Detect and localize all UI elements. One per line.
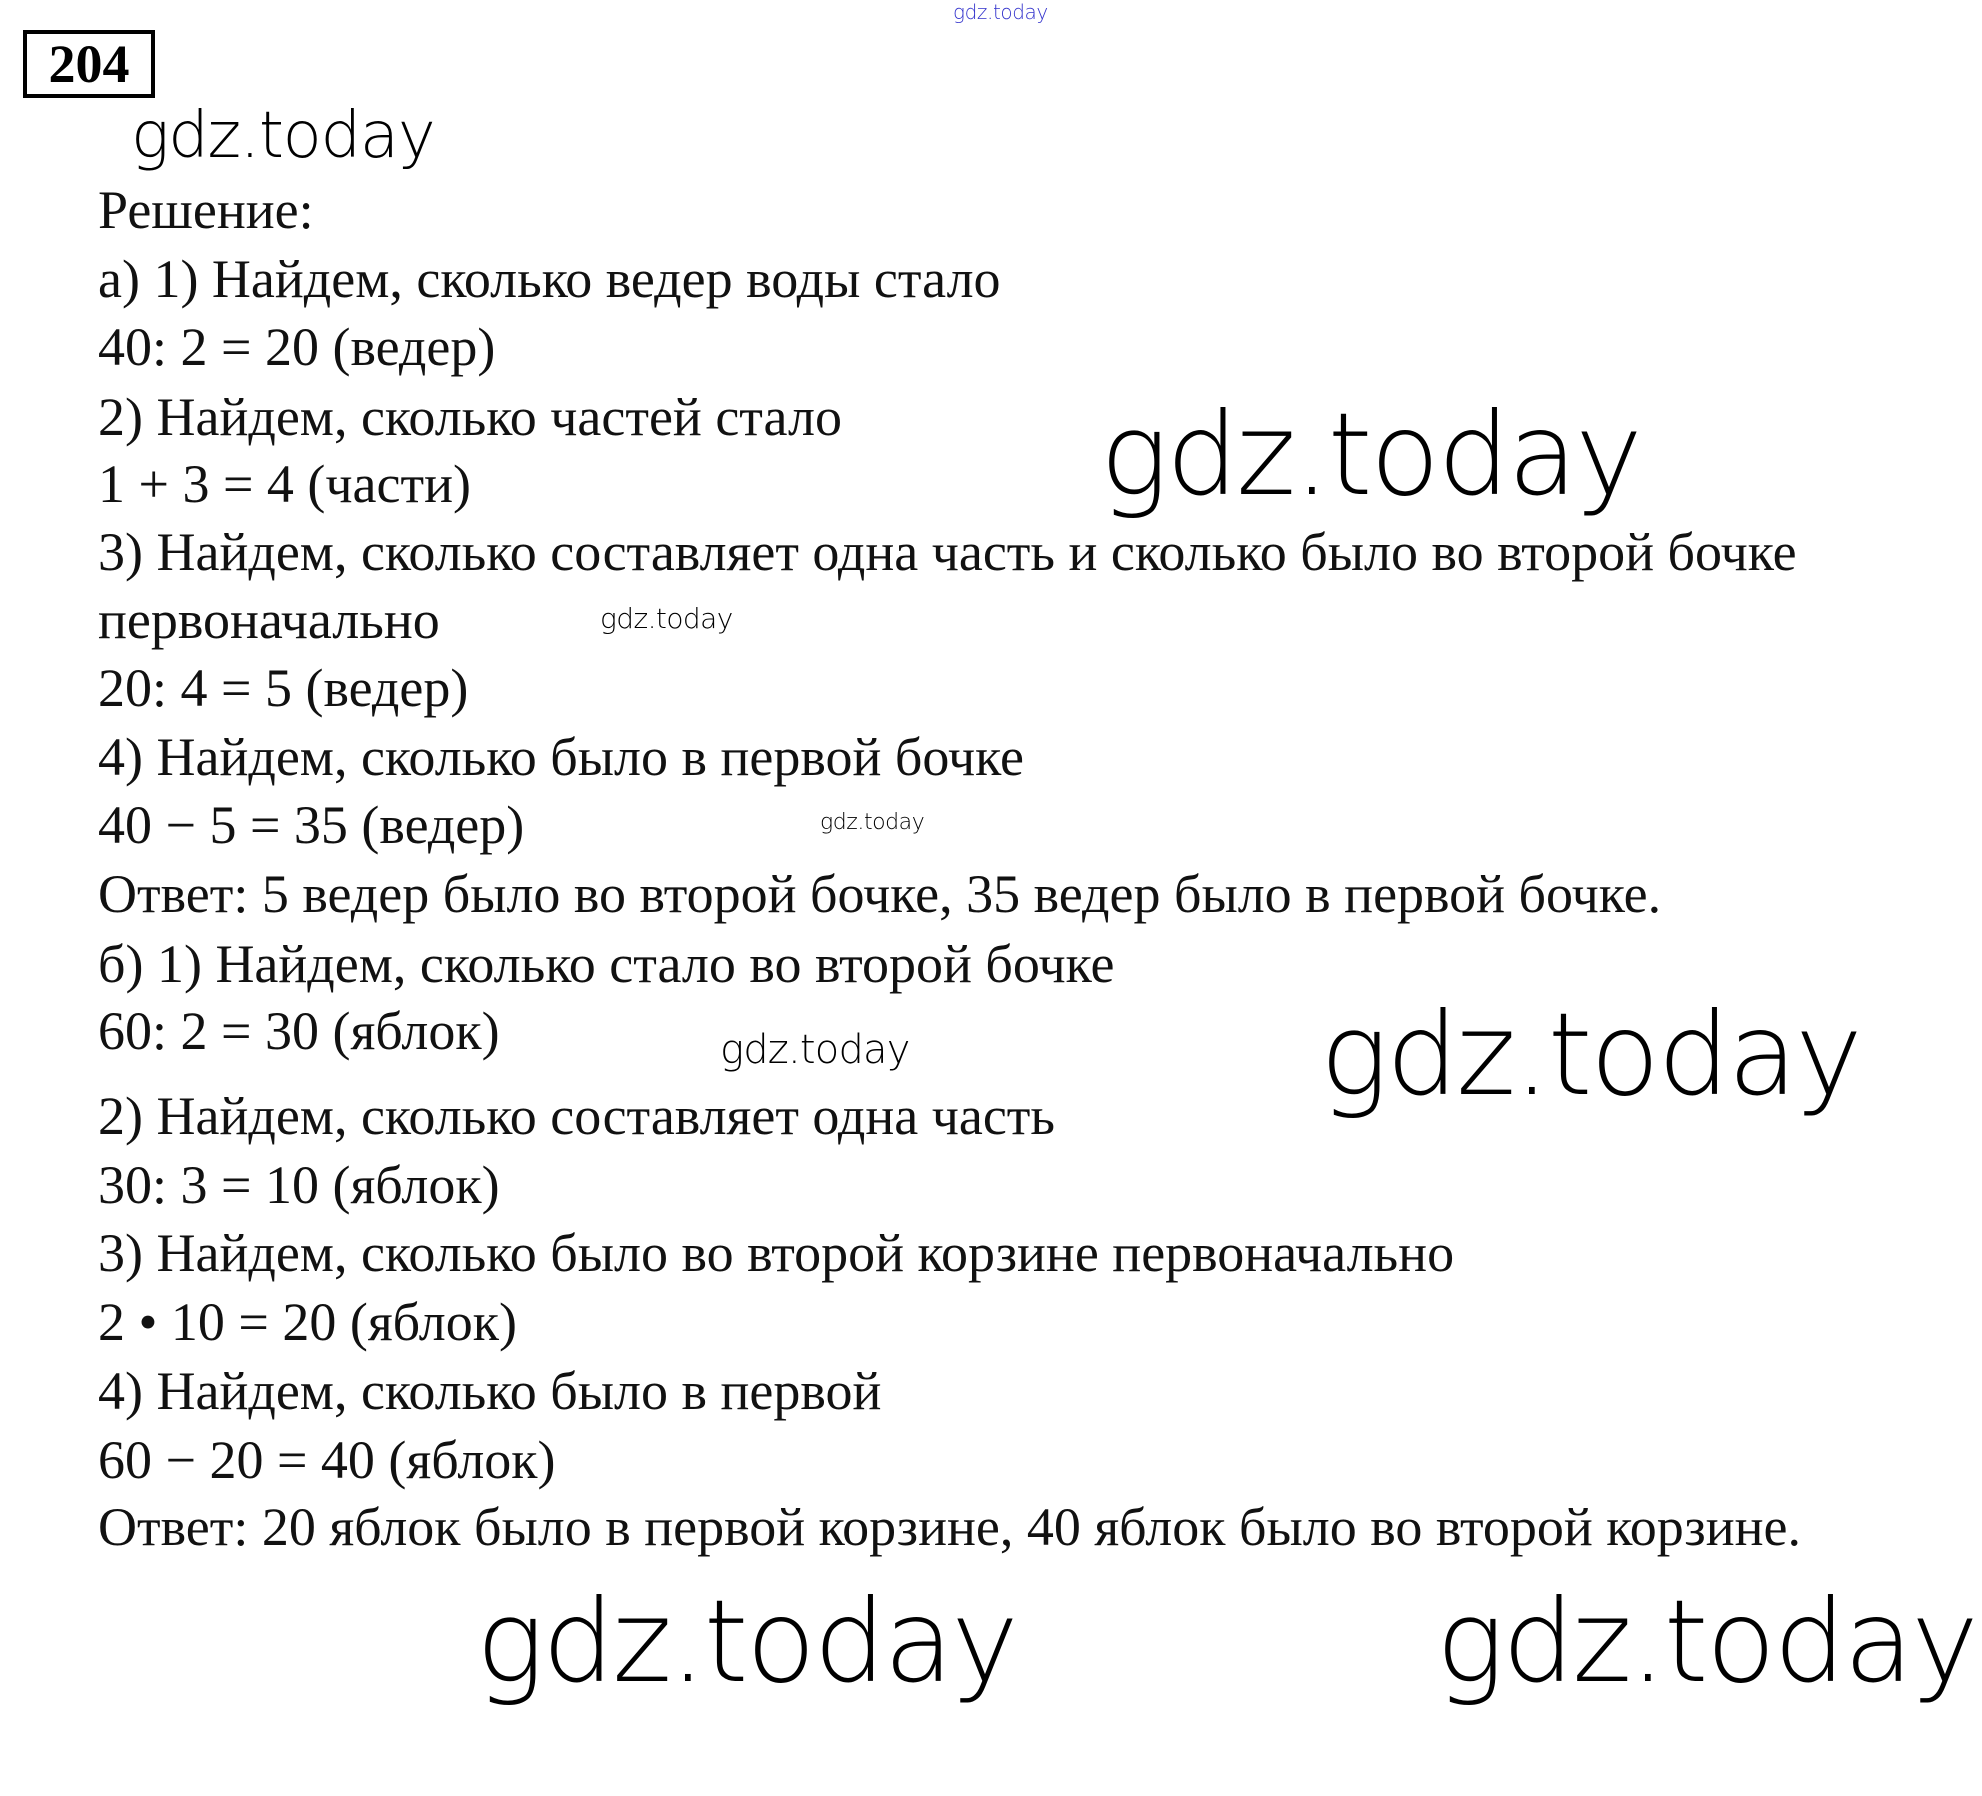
solution-line: 3) Найдем, сколько составляет одна часть и сколько было во второй бочке (98, 522, 1797, 582)
solution-line: 4) Найдем, сколько было в первой (98, 1361, 882, 1421)
solution-line: 30: 3 = 10 (яблок) (98, 1155, 500, 1215)
solution-line: 2) Найдем, сколько составляет одна часть (98, 1086, 1056, 1146)
watermark: gdz.today (476, 1575, 1017, 1708)
watermark: gdz.today (1320, 988, 1861, 1121)
solution-line: 3) Найдем, сколько было во второй корзине первоначально (98, 1223, 1455, 1283)
solution-line: а) 1) Найдем, сколько ведер воды стало (98, 249, 1001, 309)
watermark: gdz.today (720, 1027, 910, 1073)
watermark-top: gdz.today (953, 0, 1048, 24)
watermark: gdz.today (131, 99, 435, 173)
solution-line: 20: 4 = 5 (ведер) (98, 658, 469, 718)
solution-line: 2) Найдем, сколько частей стало (98, 387, 842, 447)
solution-line: первоначально (98, 590, 440, 650)
solution-line: 1 + 3 = 4 (части) (98, 454, 471, 514)
solution-heading: Решение: (98, 180, 314, 240)
solution-line: 2 • 10 = 20 (яблок) (98, 1292, 517, 1352)
answer-line: Ответ: 5 ведер было во второй бочке, 35 ведер было в первой бочке. (98, 864, 1662, 924)
solution-line: б) 1) Найдем, сколько стало во второй бочке (98, 934, 1115, 994)
answer-line: Ответ: 20 яблок было в первой корзине, 40 яблок было во второй корзине. (98, 1497, 1802, 1557)
solution-line: 4) Найдем, сколько было в первой бочке (98, 727, 1024, 787)
problem-number: 204 (23, 30, 155, 98)
watermark: gdz.today (600, 602, 733, 635)
watermark: gdz.today (1436, 1575, 1977, 1708)
solution-line: 60 − 20 = 40 (яблок) (98, 1430, 556, 1490)
watermark: gdz.today (820, 810, 925, 835)
solution-line: 40 − 5 = 35 (ведер) (98, 795, 525, 855)
solution-line: 60: 2 = 30 (яблок) (98, 1001, 500, 1061)
watermark: gdz.today (1100, 388, 1641, 521)
solution-line: 40: 2 = 20 (ведер) (98, 317, 496, 377)
